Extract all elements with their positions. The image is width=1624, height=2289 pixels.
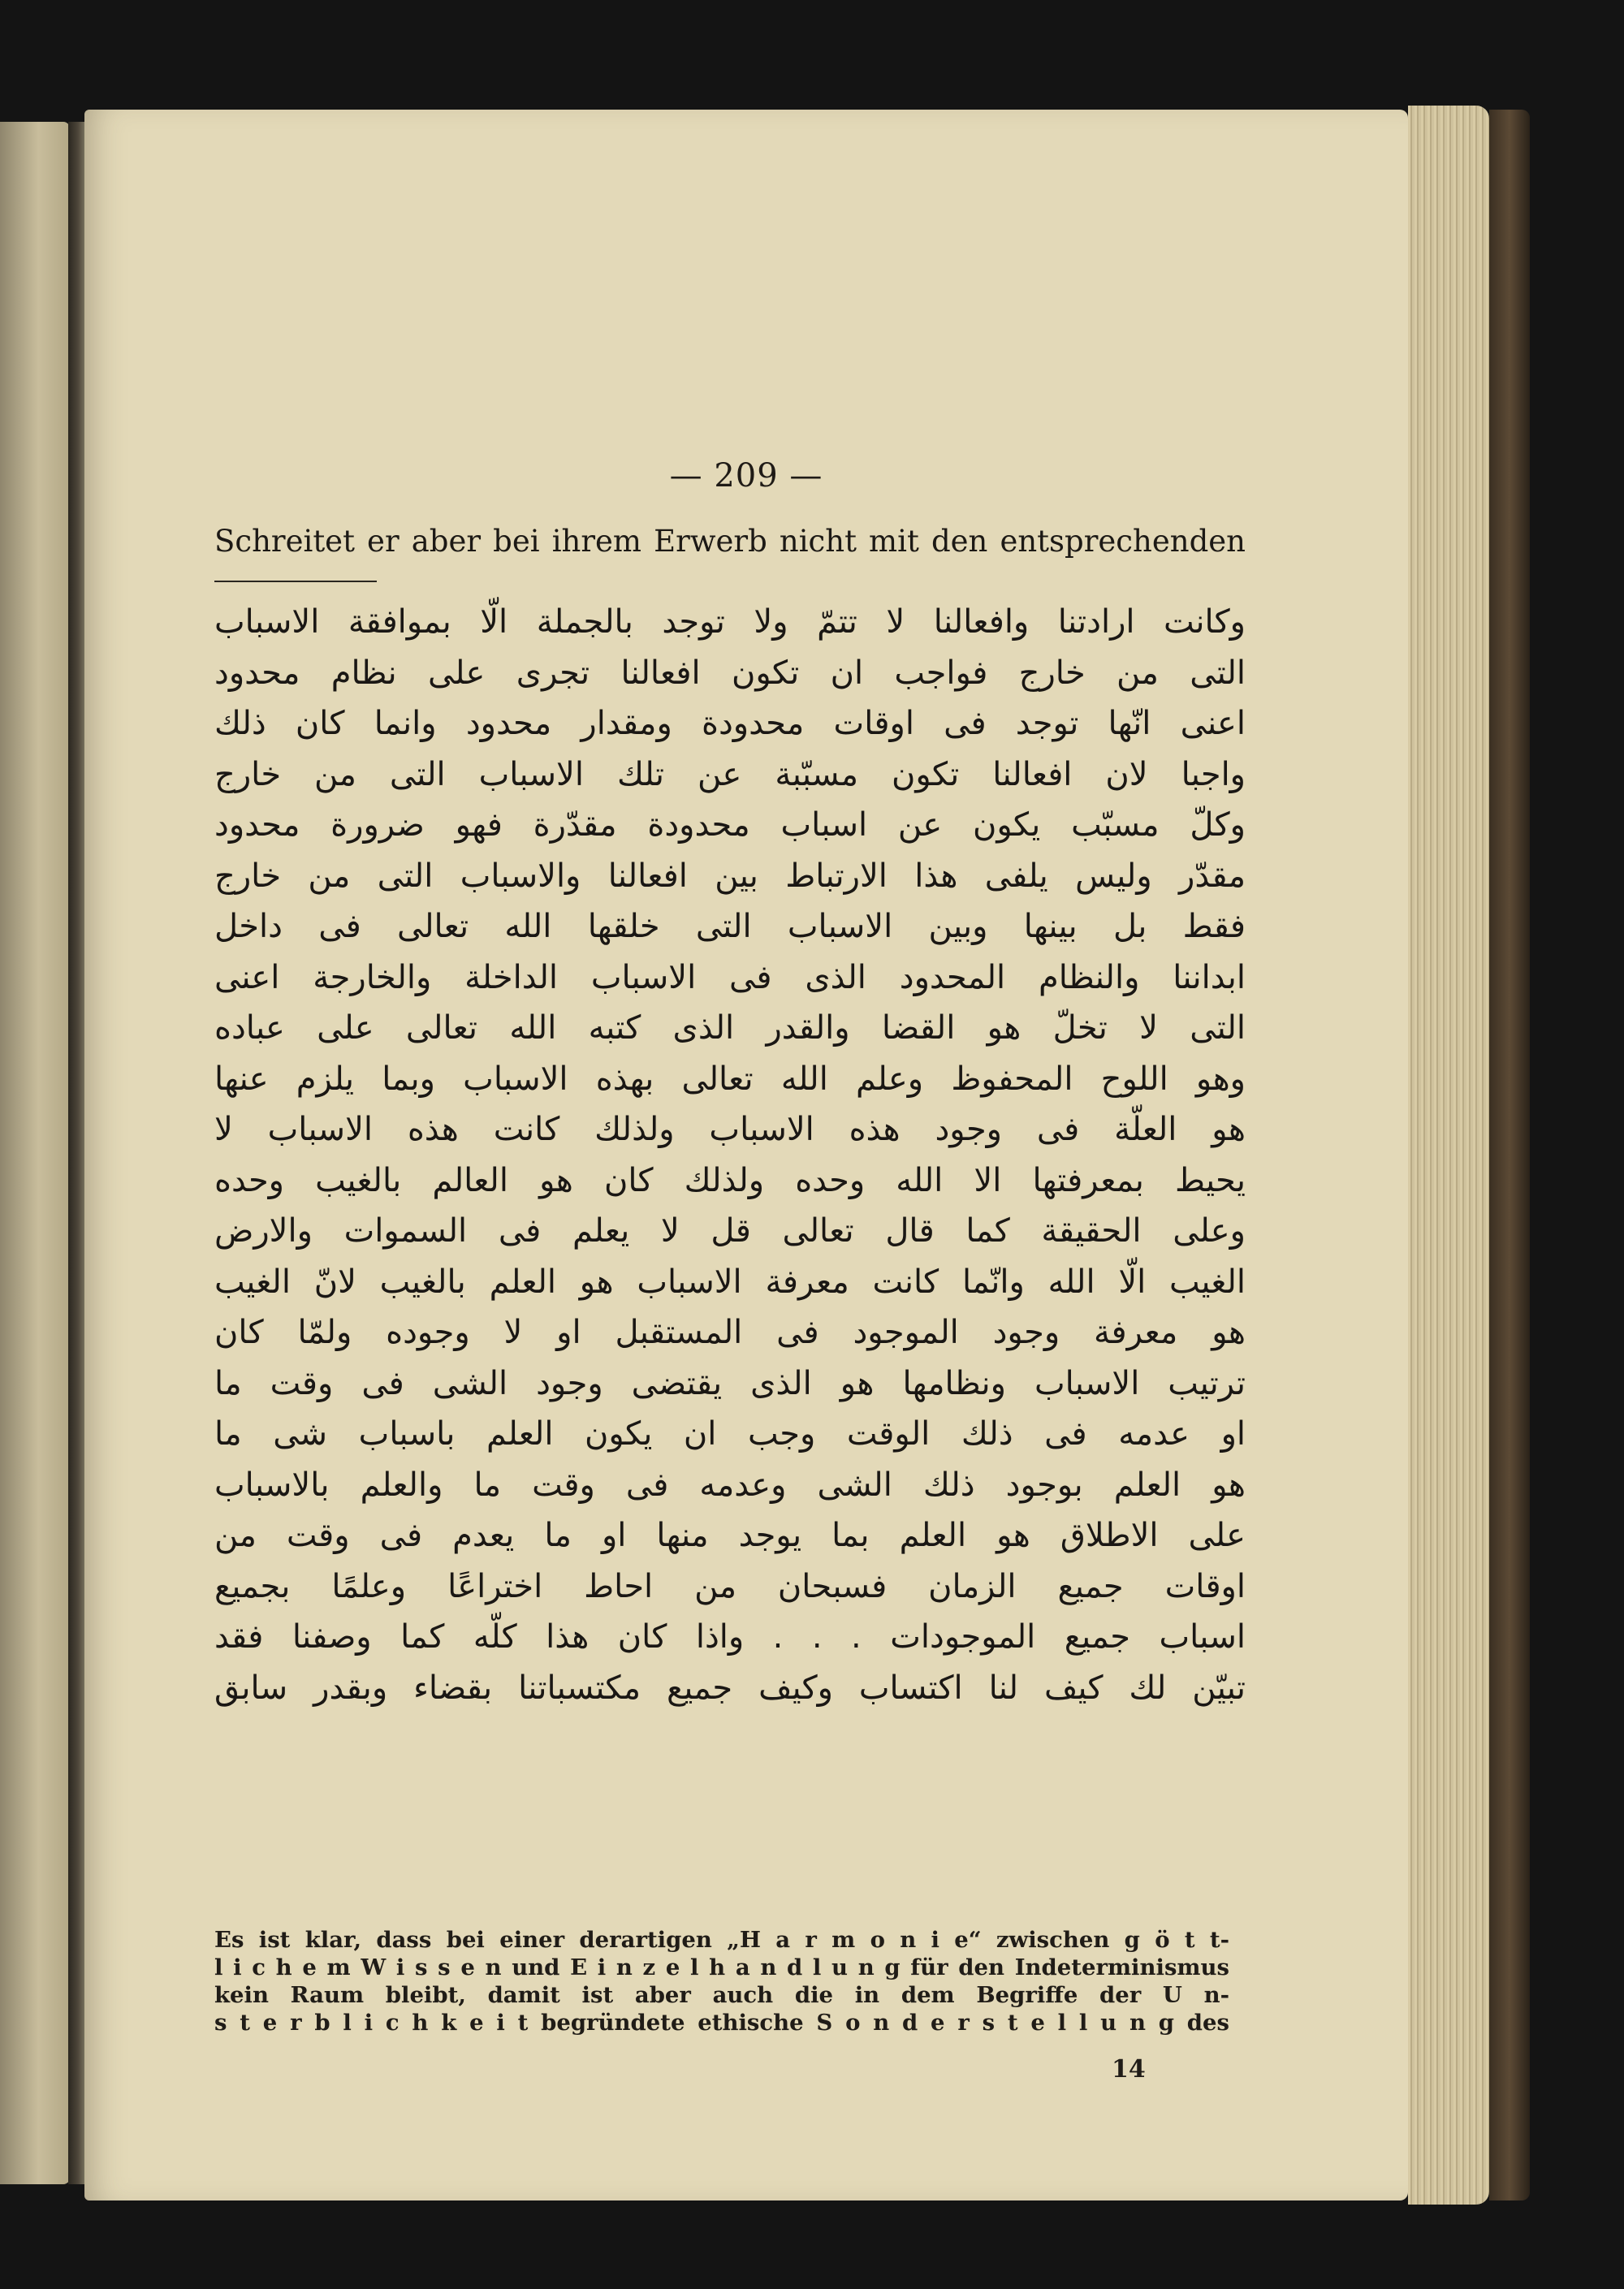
arabic-line: اعنى انّها توجد فى اوقات محدودة ومقدار محدود وانما كان ذلك <box>214 705 1246 742</box>
german-footnote <box>214 1926 1229 2036</box>
arabic-line: هو معرفة وجود الموجود فى المستقبل او لا وجوده ولمّا كان <box>214 1314 1246 1351</box>
arabic-text-block <box>214 597 1246 1713</box>
arabic-line: فقط بل بينها وبين الاسباب التى خلقها الله تعالى فى داخل <box>214 908 1246 945</box>
page-stack-edges <box>1408 106 1489 2205</box>
arabic-line: وكانت ارادتنا وافعالنا لا تتمّ ولا توجد بالجملة الّا بموافقة الاسباب <box>214 603 1246 641</box>
arabic-line: وكلّ مسبّب يكون عن اسباب محدودة مقدّرة فهو ضرورة محدود <box>214 806 1246 844</box>
arabic-line: ترتيب الاسباب ونظامها هو الذى يقتضى وجود الشى فى وقت ما <box>214 1364 1246 1402</box>
arabic-line: تبيّن لك كيف لنا اكتساب وكيف جميع مكتسباتنا بقضاء وبقدر سابق <box>214 1669 1246 1707</box>
previous-page-edge <box>0 122 70 2184</box>
footnote-line: s t e r b l i c h k e i t begründete ethische S o n d e r s t e l l u n g des <box>214 2010 1229 2036</box>
arabic-line: اسباب جميع الموجودات . . . واذا كان هذا كلّه كما وصفنا فقد <box>214 1618 1246 1656</box>
signature-mark: 14 <box>1112 2055 1146 2084</box>
arabic-line: التى لا تخلّ هو القضا والقدر الذى كتبه الله تعالى على عباده <box>214 1009 1246 1047</box>
arabic-line: على الاطلاق هو العلم بما يوجد منها او ما يعدم فى وقت من <box>214 1517 1246 1554</box>
book-cover-edge <box>1489 110 1530 2200</box>
footnote-line: Es ist klar, dass bei einer derartigen „H a r m o n i e“ zwischen g ö t t- <box>214 1927 1229 1953</box>
arabic-line: ابداننا والنظام المحدود الذى فى الاسباب الداخلة والخارجة اعنى <box>214 958 1246 996</box>
arabic-line: هو العلّة فى وجود هذه الاسباب ولذلك كانت هذه الاسباب لا <box>214 1111 1246 1148</box>
arabic-line: واجبا لان افعالنا تكون مسبّبة عن تلك الاسباب التى من خارج <box>214 755 1246 793</box>
arabic-line: اوقات جميع الزمان فسبحان من احاط اختراعًا وعلمًا بجميع <box>214 1567 1246 1605</box>
footnote-line: kein Raum bleibt, damit ist aber auch die in dem Begriffe der U n- <box>214 1982 1229 2008</box>
book-page <box>84 110 1408 2200</box>
arabic-line: الغيب الّا الله وانّما كانت معرفة الاسباب هو العلم بالغيب لانّ الغيب <box>214 1263 1246 1301</box>
footnote-rule <box>214 581 377 582</box>
footnote-line: l i c h e m W i s s e n und E i n z e l h a n d l u n g für den Indeterminismus <box>214 1954 1229 1980</box>
arabic-line: يحيط بمعرفتها الا الله وحده ولذلك كان هو العالم بالغيب وحده <box>214 1161 1246 1199</box>
arabic-line: التى من خارج فواجب ان تكون افعالنا تجرى على نظام محدود <box>214 654 1246 692</box>
arabic-line: هو العلم بوجود ذلك الشى وعدمه فى وقت ما والعلم بالاسباب <box>214 1466 1246 1504</box>
arabic-line: وعلى الحقيقة كما قال تعالى قل لا يعلم فى السموات والارض <box>214 1212 1246 1250</box>
page-number: — 209 — <box>669 457 823 495</box>
arabic-line: وهو اللوح المحفوظ وعلم الله تعالى بهذه الاسباب وبما يلزم عنها <box>214 1060 1246 1098</box>
book-gutter <box>68 122 84 2184</box>
arabic-line: مقدّر وليس يلفى هذا الارتباط بين افعالنا والاسباب التى من خارج <box>214 857 1246 895</box>
arabic-line: او عدمه فى ذلك الوقت وجب ان يكون العلم باسباب شى ما <box>214 1415 1246 1453</box>
german-text-line: Schreitet er aber bei ihrem Erwerb nicht mit den entsprechenden <box>214 524 1246 559</box>
